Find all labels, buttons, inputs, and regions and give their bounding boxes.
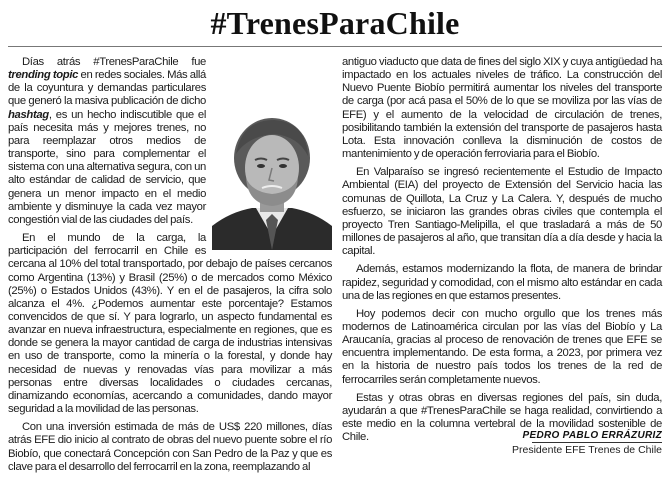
author-portrait: [212, 108, 332, 250]
right-paragraph-1: antiguo viaducto que data de fines del siglo XIX y cuya antigüedad ha impactado en los actuales niveles de tráfico. La construcción del Nuevo Puente Biobío permitirá aumentar los niveles del transporte de carga (por acá pasa el 50% de lo que se moviliza por las vías de EFE) y el aumento de la velocidad de circulación de trenes, posibilitando también la extensión del transporte de pasajeros hasta Lota. Esta innovación conlleva la disminución de costos de mantenimiento y de operación ferroviaria para el Biobío.: [342, 56, 662, 161]
left-paragraph-2: En el mundo de la carga, la participación del ferrocarril en Chile es cercana al 10% del total transportado, por debajo de países cercanos como Argentina (13%) y Brasil (25%) o de mercados como México (25%) o Estados Unidos (43%). Y en el de pasajeros, la cifra solo alcanza el 4%. ¿Podemos aumentar este porcentaje? Estamos convencidos de que sí. Y para lograrlo, un aspecto fundamental es avanzar en nueva infraestructura, especialmente en regiones, que es donde se genera la mayor cantidad de carga de industrias intensivas en uso de transporte, como la minería o la forestal, y donde hay necesidad de nuevas y renovadas vías para movilizar a más personas entre diversas localidades o ciudades cercanas, dinamizando economías, acercando a comunidades, dando mayor seguridad a la movilidad de las personas.: [8, 232, 332, 416]
right-paragraph-3: Además, estamos modernizando la flota, de manera de brindar rapidez, seguridad y comodidad, con el mismo alto estándar en cada una de las regiones en que estamos presentes.: [342, 263, 662, 302]
signature-underline: [532, 442, 662, 443]
right-paragraph-4: Hoy podemos decir con mucho orgullo que los trenes más modernos de Latinoamérica circulan por las vías del Biobío y La Araucanía, gracias al proceso de renovación de trenes que EFE se encuentra implementando. De esta forma, a 2023, por primera vez en la historia de nuestro país todos los trenes de la red de ferrocarriles serán completamente nuevos.: [342, 307, 662, 386]
author-role: Presidente EFE Trenes de Chile: [512, 444, 662, 456]
left-column: [8, 56, 332, 479]
headline-divider: [8, 46, 662, 47]
right-column: [342, 56, 662, 449]
author-name: PEDRO PABLO ERRÁZURIZ: [522, 430, 662, 441]
right-paragraph-2: En Valparaíso se ingresó recientemente el Estudio de Impacto Ambiental (EIA) del proyecto de Extensión del Servicio hacia las comunas de Quillota, La Cruz y La Calera. Y, después de mucho esfuerzo, se iniciaron las grandes obras civiles que contempla el proyecto Tren Santiago-Melipilla, el que trasladará a más de 50 millones de pasajeros al año, que transitan día a día desde y hacia la capital.: [342, 166, 662, 258]
left-paragraph-3: Con una inversión estimada de más de US$ 220 millones, días atrás EFE dio inicio al contrato de obras del nuevo puente sobre el río Biobío, que conectará Concepción con San Pedro de la Paz y que es clave para el desarrollo del ferrocarril en la zona, reemplazando al: [8, 421, 332, 473]
author-signature: [512, 430, 662, 456]
article-headline: #TrenesParaChile: [210, 5, 460, 41]
right-paragraph-5: Estas y otras obras en diversas regiones del país, sin duda, ayudarán a que #TrenesParaChile se haga realidad, convirtiendo a este medio en la columna vertebral de la movilidad sostenible de Chile.: [342, 391, 662, 444]
left-paragraph-1: Días atrás #TrenesParaChile fue trending topic en redes sociales. Más allá de la coyuntura y demandas particulares que generó la masiva publicación de dicho hashtag, es un hecho indiscutible que el país necesita más y mejores trenes, no para reemplazar otros medios de transporte, sino para complementar el sistema con una alternativa segura, con un alto estándar de calidad de servicio, que genera un menor impacto en el medio ambiente y disminuye la cada vez mayor congestión vial de las ciudades del país.: [8, 56, 206, 226]
author-photo-illustration: [212, 108, 332, 250]
